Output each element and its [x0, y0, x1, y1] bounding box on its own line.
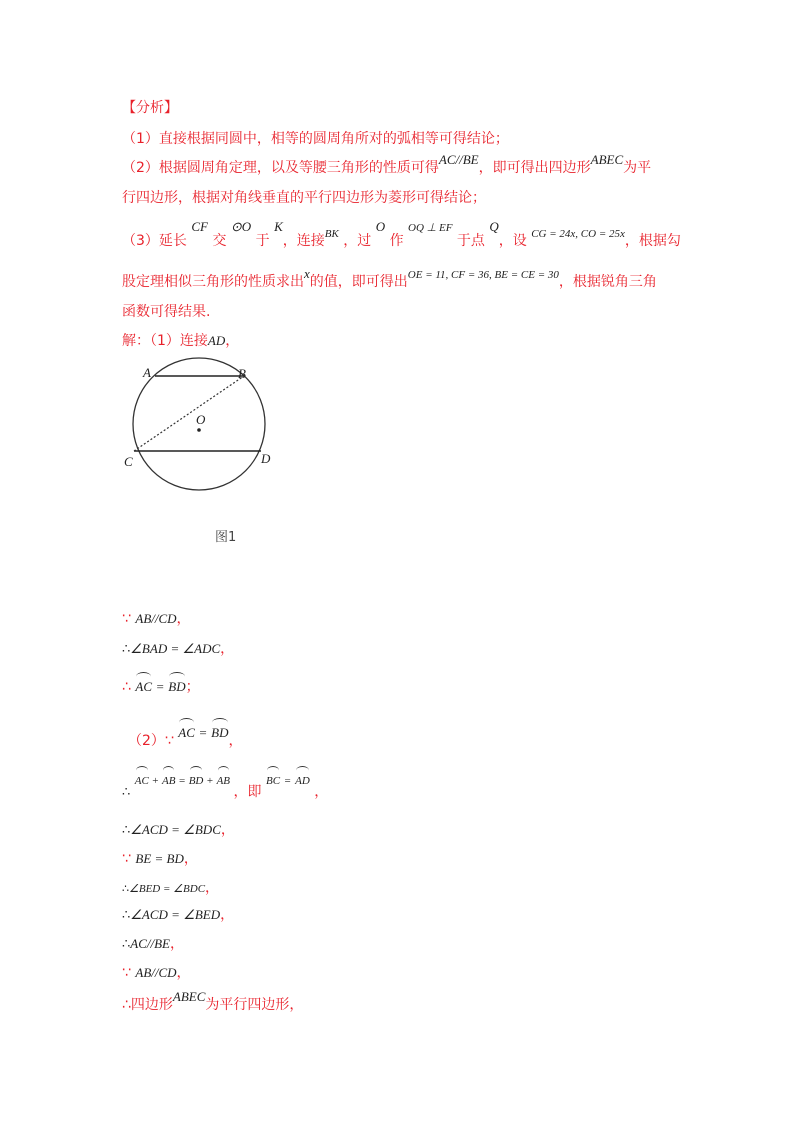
arc-expression: AC	[135, 768, 149, 791]
punctuation: ；	[185, 679, 200, 695]
math-expression: K	[274, 219, 283, 234]
therefore-symbol: ∴	[122, 679, 131, 695]
step-line	[122, 849, 198, 869]
analysis-text: 股定理相似三角形的性质求出	[122, 274, 304, 290]
analysis-text: 于	[255, 233, 270, 249]
math-expression: AB//CD	[135, 965, 177, 980]
punctuation: ，	[183, 851, 198, 867]
arc-expression: AB	[217, 768, 230, 791]
dashed-chord-cb	[134, 376, 244, 451]
equals-sign: =	[199, 725, 207, 740]
analysis-text: 作	[389, 233, 404, 249]
analysis-text: 为平	[623, 160, 652, 176]
math-expression: BK	[324, 228, 339, 240]
step-line	[122, 878, 219, 899]
step-text: 四边形	[130, 997, 173, 1013]
analysis-text: （2）根据圆周角定理，以及等腰三角形的性质可得	[122, 160, 439, 176]
analysis-paragraph-3-line-3: 函数可得结果.	[122, 304, 211, 320]
analysis-text: ，过	[343, 233, 372, 249]
analysis-text: ，根据勾	[624, 233, 681, 249]
math-expression: CG = 24x, CO = 25x	[531, 228, 625, 240]
punctuation: ，	[220, 822, 235, 838]
equals-sign: =	[178, 775, 186, 787]
because-symbol: ∵	[122, 611, 131, 627]
label-d: D	[261, 451, 271, 466]
label-a: A	[143, 365, 151, 380]
math-expression: ∠ACD = ∠BED	[130, 907, 221, 922]
punctuation: ，	[220, 907, 235, 923]
because-symbol: ∵	[164, 733, 174, 749]
analysis-paragraph-1: （1）直接根据同圆中，相等的圆周角所对的弧相等可得结论；	[122, 131, 509, 147]
arc-expression: BC	[266, 768, 280, 791]
because-symbol: ∵	[122, 851, 131, 867]
math-expression: ⊙O	[230, 219, 252, 234]
math-expression: O	[375, 219, 386, 234]
therefore-symbol: ∴	[122, 907, 131, 922]
step-line	[128, 725, 243, 751]
analysis-text: （3）延长	[122, 233, 187, 249]
analysis-text: ，根据锐角三角	[558, 274, 657, 290]
analysis-paragraph-3-line-2	[122, 266, 657, 293]
figure-caption: 图1	[215, 530, 237, 545]
label-b: B	[238, 366, 246, 381]
circle-figure	[115, 355, 295, 515]
arc-expression: AC	[135, 674, 152, 697]
analysis-paragraph-2-line-2: 行四边形，根据对角线垂直的平行四边形为菱形可得结论；	[122, 190, 486, 206]
analysis-text: 的值，即可得出	[309, 274, 408, 290]
math-expression: AC//BE	[438, 152, 479, 167]
because-symbol: ∵	[122, 965, 131, 981]
step-line	[122, 820, 235, 840]
plus-sign: +	[206, 775, 214, 787]
step-line	[122, 609, 191, 629]
math-expression: ∠BAD = ∠ADC	[130, 641, 221, 656]
arc-expression: AD	[295, 768, 310, 791]
math-expression: x	[304, 266, 310, 281]
arc-expression: BD	[168, 674, 185, 697]
solution-intro	[122, 331, 239, 351]
step-line	[122, 963, 191, 983]
punctuation: ，	[314, 784, 329, 800]
label-c: C	[124, 454, 133, 469]
arc-expression: AC	[178, 720, 195, 743]
math-expression: AC//BE	[130, 936, 170, 951]
analysis-heading: 【分析】	[122, 100, 178, 116]
step-line	[122, 775, 329, 803]
math-expression: Q	[489, 219, 499, 234]
math-expression: CF	[191, 219, 208, 234]
math-expression: ∠BED = ∠BDC	[129, 883, 206, 895]
connector-text: ，即	[233, 784, 262, 800]
analysis-text: ，设	[498, 233, 527, 249]
step-line	[122, 934, 184, 954]
analysis-text: 于点	[456, 233, 485, 249]
analysis-text: ，连接	[282, 233, 325, 249]
step-line	[122, 674, 200, 697]
equals-sign: =	[284, 775, 291, 787]
math-expression: ABEC	[172, 989, 206, 1004]
step-line	[122, 639, 234, 659]
equals-sign: =	[156, 679, 164, 694]
punctuation: ，	[205, 880, 220, 896]
analysis-paragraph-2-line-1	[122, 152, 652, 178]
math-expression: AB//CD	[135, 611, 177, 626]
arc-expression: BD	[211, 720, 228, 743]
label-o: O	[196, 412, 206, 427]
step-text: 为平行四边形，	[205, 997, 304, 1013]
punctuation: ，	[170, 936, 184, 952]
punctuation: ，	[228, 733, 243, 749]
therefore-symbol: ∴	[122, 784, 131, 799]
therefore-symbol: ∴	[122, 822, 131, 837]
punctuation: ，	[220, 641, 235, 657]
math-expression: BE = BD	[135, 851, 184, 866]
center-point	[197, 428, 201, 432]
therefore-symbol: ∴	[122, 883, 129, 895]
solution-text: 解：（1）连接	[122, 333, 208, 349]
math-expression: OE = 11, CF = 36, BE = CE = 30	[407, 269, 559, 281]
punctuation: ，	[176, 965, 191, 981]
arc-expression: BD	[189, 768, 204, 791]
math-expression: ∠ACD = ∠BDC	[130, 822, 221, 837]
math-expression: AD	[207, 333, 226, 348]
step-line	[122, 905, 234, 925]
therefore-symbol: ∴	[122, 641, 131, 656]
analysis-text: 交	[212, 233, 227, 249]
therefore-symbol: ∴	[122, 997, 131, 1013]
analysis-text: ，即可得出四边形	[478, 160, 591, 176]
punctuation: ，	[176, 611, 191, 627]
therefore-symbol: ∴	[122, 936, 131, 951]
solution-text: ，	[225, 333, 240, 349]
math-expression: ABEC	[590, 152, 624, 167]
part-label: （2）	[128, 733, 165, 749]
math-expression: OQ ⊥ EF	[408, 222, 453, 234]
plus-sign: +	[152, 775, 159, 787]
arc-expression: AB	[162, 768, 175, 791]
step-line	[122, 989, 304, 1015]
